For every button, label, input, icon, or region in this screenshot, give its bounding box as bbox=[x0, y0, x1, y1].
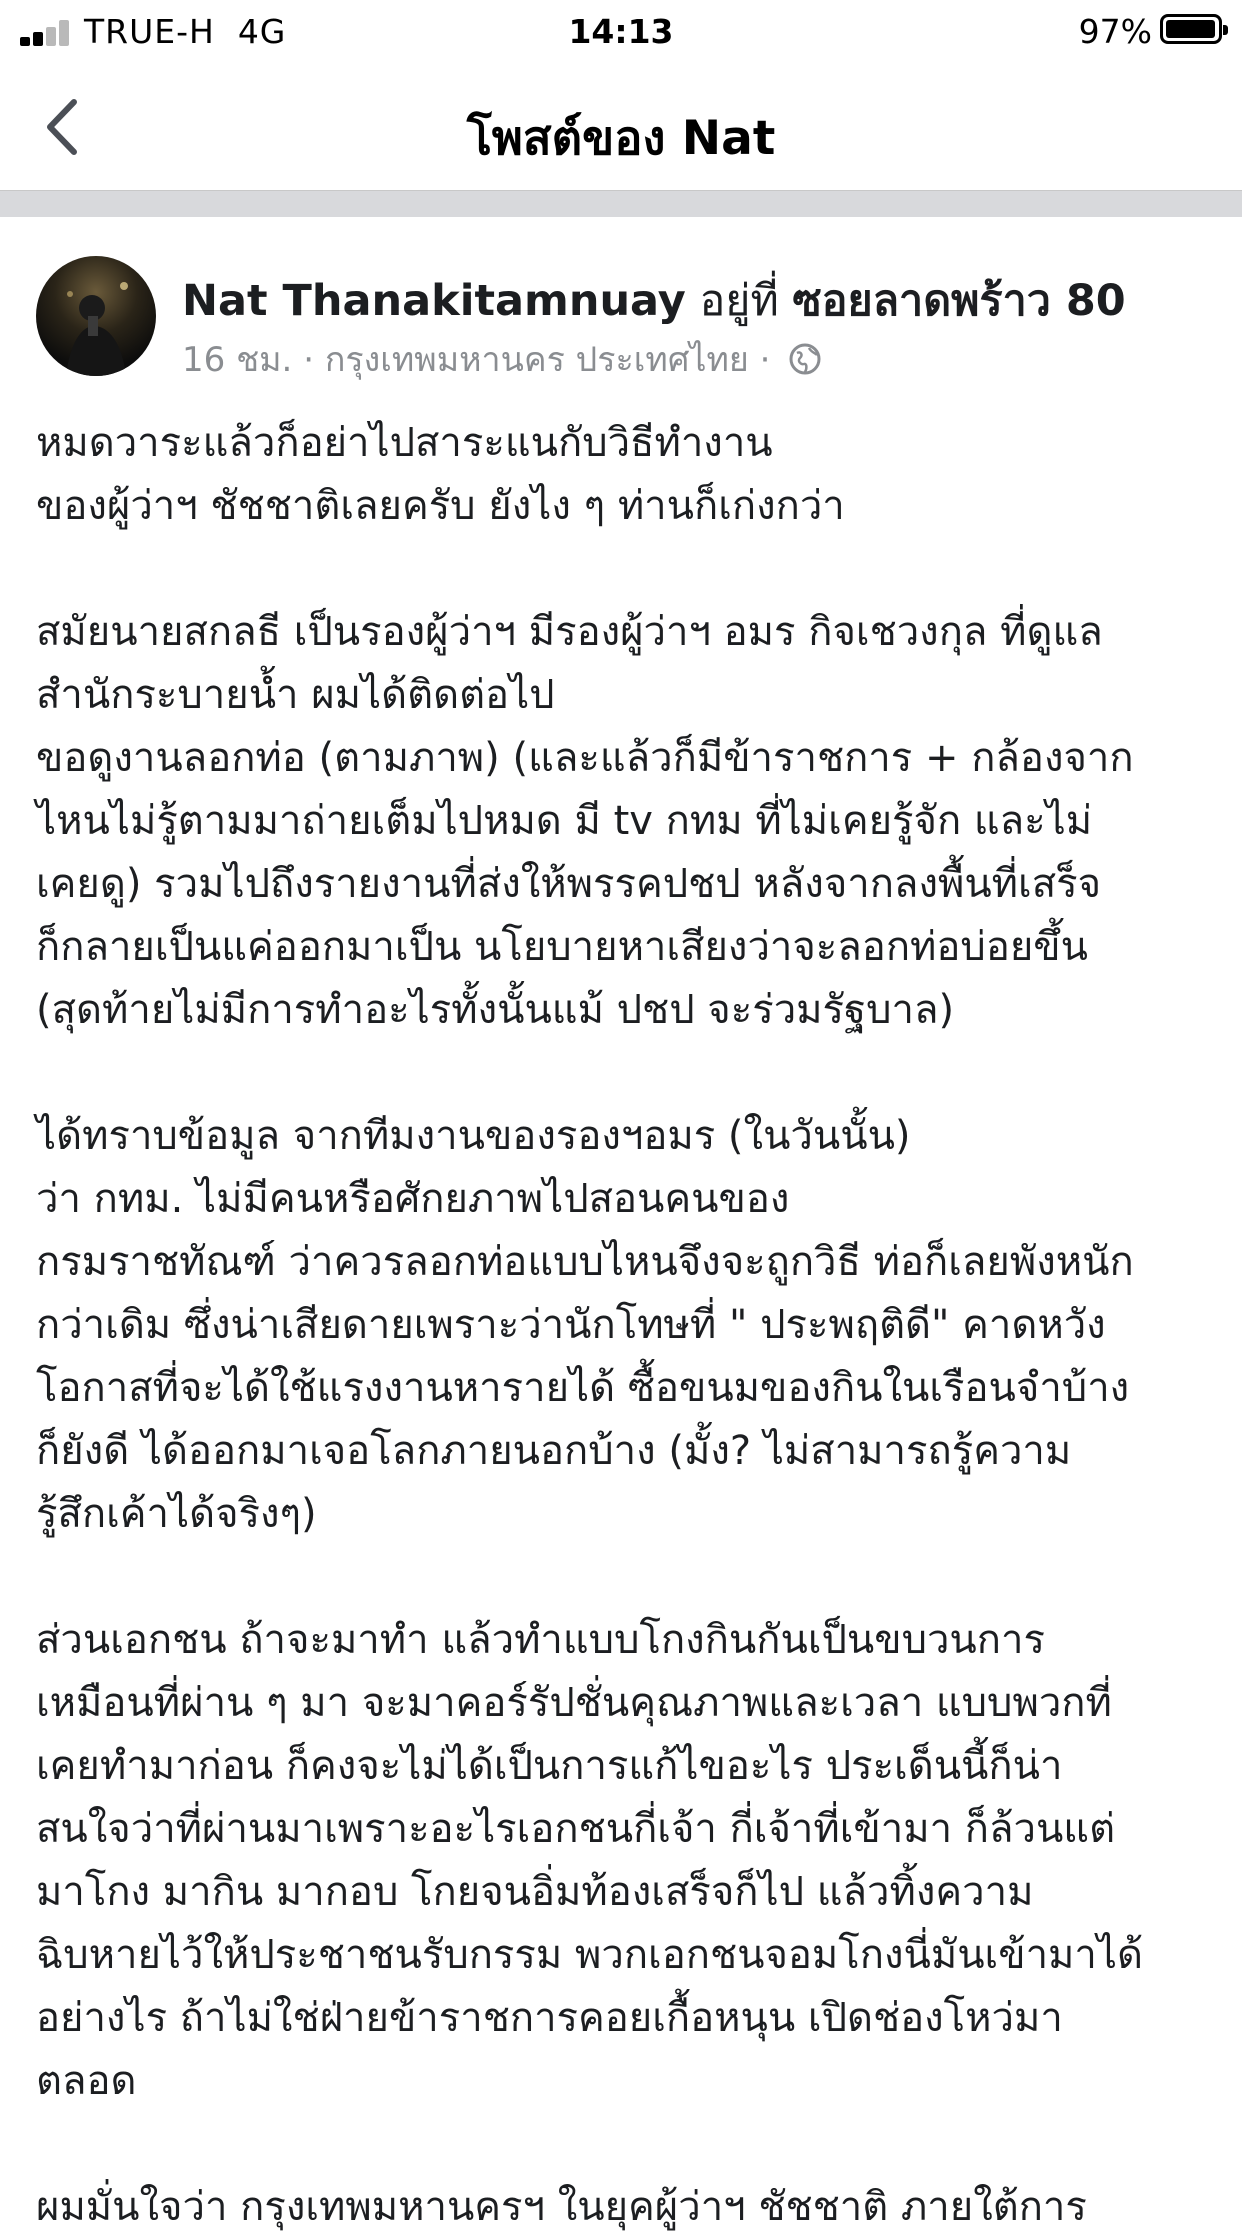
post-text-line: โอกาสที่จะได้ใช้แรงงานหารายได้ ซื้อขนมของกินในเรือนจำบ้าง bbox=[36, 1365, 1130, 1411]
post-text-line: ขอดูงานลอกท่อ (ตามภาพ) (และแล้วก็มีข้าราชการ + กล้องจาก bbox=[36, 735, 1134, 781]
status-bar bbox=[0, 0, 1242, 62]
meta-separator: · bbox=[303, 340, 325, 380]
navigation-bar bbox=[0, 62, 1242, 191]
post-text-line: ไหนไม่รู้ตามมาถ่ายเต็มไปหมด มี tv กทม ที่ไม่เคยรู้จัก และไม่ bbox=[36, 798, 1093, 844]
post-text-line: ฉิบหายไว้ให้ประชาชนรับกรรม พวกเอกชนจอมโกงนี่มันเข้ามาได้ bbox=[36, 1932, 1143, 1978]
status-time: 14:13 bbox=[568, 12, 674, 51]
post-text-line: (สุดท้ายไม่มีการทำอะไรทั้งนั้นแม้ ปชป จะร่วมรัฐบาล) bbox=[36, 987, 955, 1033]
post-text-line: เหมือนที่ผ่าน ๆ มา จะมาคอร์รัปชั่นคุณภาพและเวลา แบบพวกที่ bbox=[36, 1680, 1112, 1726]
post-text-line: สมัยนายสกลธี เป็นรองผู้ว่าฯ มีรองผู้ว่าฯ อมร กิจเชวงกุล ที่ดูแล bbox=[36, 609, 1103, 655]
battery-fill bbox=[1166, 20, 1215, 38]
section-divider bbox=[0, 191, 1242, 217]
post-text-line: มาโกง มากิน มากอบ โกยจนอิ่มท้องเสร็จก็ไป แล้วทิ้งความ bbox=[36, 1869, 1034, 1915]
post-text-line: สำนักระบายน้ำ ผมได้ติดต่อไป bbox=[36, 672, 555, 718]
post-text-line: ผมมั่นใจว่า กรุงเทพมหานครฯ ในยุคผู้ว่าฯ ชัชชาติ ภายใต้การ bbox=[36, 2184, 1087, 2230]
paragraph-gap bbox=[36, 2113, 1216, 2176]
page-title: โพสต์ของ Nat bbox=[466, 111, 776, 166]
paragraph-gap bbox=[36, 1546, 1216, 1609]
checkin-place[interactable]: ซอยลาดพร้าว 80 bbox=[792, 276, 1126, 326]
post-text-line: ตลอด bbox=[36, 2058, 137, 2104]
meta-separator: · bbox=[759, 340, 782, 380]
post-meta bbox=[182, 332, 823, 386]
checkin-at-label: อยู่ที่ bbox=[699, 276, 779, 326]
post-text-line: หมดวาระแล้วก็อย่าไปสาระแนกับวิธีทำงาน bbox=[36, 420, 773, 466]
post-text-line: สนใจว่าที่ผ่านมาเพราะอะไรเอกชนกี่เจ้า กี่เจ้าที่เข้ามา ก็ล้วนแต่ bbox=[36, 1806, 1116, 1852]
post-text-line: ก็กลายเป็นแค่ออกมาเป็น นโยบายหาเสียงว่าจะลอกท่อบ่อยขึ้น bbox=[36, 924, 1088, 970]
post-text-line: กว่าเดิม ซึ่งน่าเสียดายเพราะว่านักโทษที่ " ประพฤติดี" คาดหวัง bbox=[36, 1302, 1106, 1348]
paragraph-gap bbox=[36, 538, 1216, 601]
battery-icon bbox=[1160, 14, 1222, 44]
author-name[interactable]: Nat Thanakitamnuay bbox=[182, 276, 686, 326]
post-text-line: รู้สึกเค้าได้จริงๆ) bbox=[36, 1491, 317, 1537]
post-text-line: อย่างไร ถ้าไม่ใช่ฝ่ายข้าราชการคอยเกื้อหนุน เปิดช่องโหว่มา bbox=[36, 1995, 1063, 2041]
post-text bbox=[36, 412, 1216, 2239]
post-text-line: ได้ทราบข้อมูล จากทีมงานของรองฯอมร (ในวันนั้น) bbox=[36, 1113, 911, 1159]
post-text-line: ของผู้ว่าฯ ชัชชาติเลยครับ ยังไง ๆ ท่านก็เก่งกว่า bbox=[36, 483, 845, 529]
post-text-line: ก็ยังดี ได้ออกมาเจอโลกภายนอกบ้าง (มั้ง? ไม่สามารถรู้ความ bbox=[36, 1428, 1072, 1474]
post-text-line: ว่า กทม. ไม่มีคนหรือศักยภาพไปสอนคนของ bbox=[36, 1176, 790, 1222]
network-type: 4G bbox=[237, 12, 287, 51]
post-time[interactable]: 16 ชม. bbox=[182, 340, 293, 380]
post-text-line: เคยดู) รวมไปถึงรายงานที่ส่งให้พรรคปชป หลังจากลงพื้นที่เสร็จ bbox=[36, 861, 1102, 907]
globe-icon[interactable] bbox=[787, 341, 823, 377]
carrier-name: TRUE-H bbox=[84, 12, 215, 51]
author-line bbox=[182, 266, 1126, 334]
post-text-line: เคยทำมาก่อน ก็คงจะไม่ได้เป็นการแก้ไขอะไร ประเด็นนี้ก็น่า bbox=[36, 1743, 1063, 1789]
author-avatar[interactable] bbox=[36, 256, 156, 376]
post-text-line: กรมราชทัณฑ์ ว่าควรลอกท่อแบบไหนจึงจะถูกวิธี ท่อก็เลยพังหนัก bbox=[36, 1239, 1134, 1285]
battery-percent: 97% bbox=[1078, 12, 1152, 51]
post-header bbox=[36, 256, 1216, 380]
paragraph-gap bbox=[36, 1042, 1216, 1105]
post-location[interactable]: กรุงเทพมหานคร ประเทศไทย bbox=[324, 340, 749, 380]
post-text-line: ส่วนเอกชน ถ้าจะมาทำ แล้วทำแบบโกงกินกันเป็นขบวนการ bbox=[36, 1617, 1045, 1663]
